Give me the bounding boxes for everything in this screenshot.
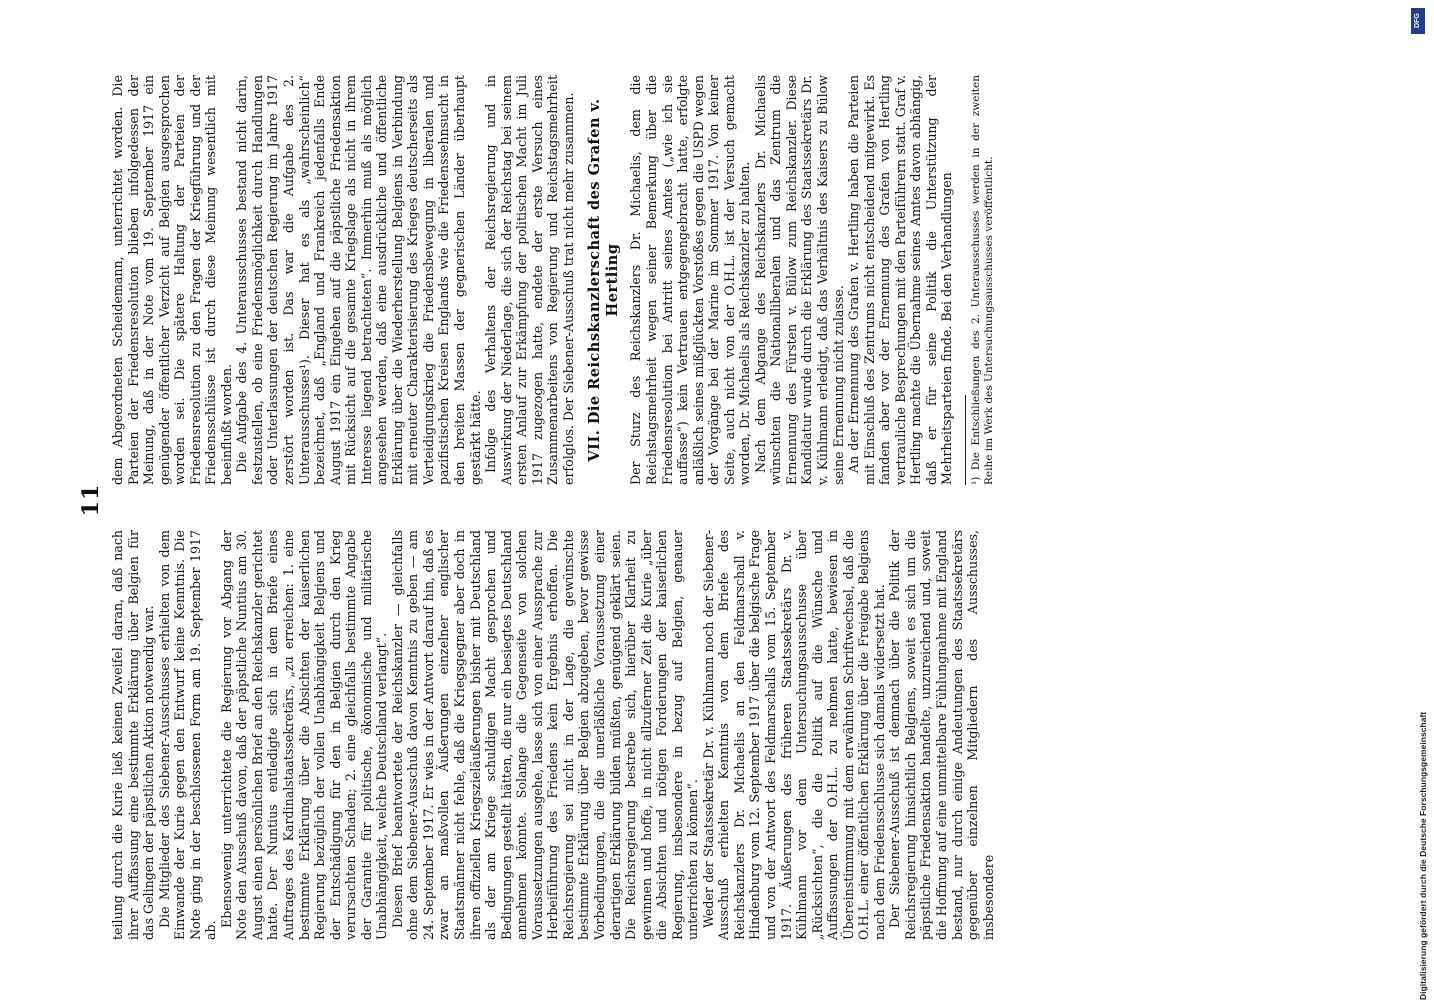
page-body [0,60,1434,940]
paragraph: An der Ernennung des Grafen v. Hertling haben die Parteien mit Einschluß des Zentrums nicht entscheidend mitgewirkt. Es fanden aber vor der Ernennung des Grafen von Hertling vertrauliche Besprechungen mit den Parteiführern statt. Graf v. Hertling machte die Übernahme seines Amtes davon abhängig, daß er für seine Politik die Unterstützung der Mehrheitsparteien finde. Bei den Verhandlungen [846,75,955,485]
right-column [110,75,1290,485]
digitization-attribution: Digitalisierung gefördert durch die Deutsche Forschungsgemeinschaft [1418,711,1428,1000]
paragraph: Die Mitglieder des Siebener-Ausschusses erhielten von dem Einwande der Kurie gegen den Entwurf keine Kenntnis. Die Note ging in der beschlossenen Form am 19. September 1917 ab. [156,530,219,940]
dfg-logo-icon [1411,8,1425,34]
paragraph: Der Sturz des Reichskanzlers Dr. Michaelis, dem die Reichstagsmehrheit wegen seiner Bemerkung über die Friedensresolution bei Antritt seines Amtes („wie ich sie auffasse“) kein Vertrauen entgegengebracht hatte, erfolgte anläßlich seines mißglückten Vorstoßes gegen die USPD wegen der Vorgänge bei der Marine im Sommer 1917. Von keiner Seite, auch nicht von der O.H.L. ist der Versuch gemacht worden, Dr. Michaelis als Reichskanzler zu halten. [628,75,753,485]
page-number: 11 [78,483,104,517]
paragraph: Nach dem Abgange des Reichskanzlers Dr. Michaelis wünschten die Nationalliberalen und das Zentrum die Ernennung des Fürsten v. Bülow zum Reichskanzler. Diese Kandidatur wurde durch die Erklärung des Staatssekretärs Dr. v. Kühlmann erledigt, daß das Verhältnis des Kaisers zu Bülow seine Ernennung nicht zulasse. [752,75,846,485]
section-heading: VII. Die Reichskanzlerschaft des Grafen v. Hertling [586,98,622,462]
paragraph: Der Siebener-Ausschuß ist demnach über die Politik der Reichsregierung hinsichtlich Belgiens, soweit es sich um die päpstliche Friedensaktion handelte, unzureichend und, soweit die Hoffnung auf eine unmittelbare Fühlungnahme mit England bestand, nur durch einige Andeutungen des Staatssekretärs gegenüber einzelnen Mitgliedern des Ausschusses, insbesondere [887,530,996,940]
left-column [110,530,1290,940]
paragraph: Ebensowenig unterrichtete die Regierung vor Abgang der Note den Ausschuß davon, daß der päpstliche Nuntius am 30. August einen persönlichen Brief an den Reichskanzler gerichtet hatte. Der Nuntius entledigte sich in dem Briefe eines Auftrages des Kardinalstaatssekretärs, „zu erreichen: 1. eine bestimmte Erklärung über die Absichten der kaiserlichen Regierung bezüglich der vollen Unabhängigkeit Belgiens und der Entschädigung für den in Belgien durch den Krieg verursachten Schaden; 2. eine gleichfalls bestimmte Angabe der Garantie für politische, ökonomische und militärische Unabhängigkeit, welche Deutschland verlangt“. [218,530,390,940]
footnote: ¹) Die Entschließungen des 2. Unterausschusses werden in der zweiten Reihe im Werk des Untersuchungsausschusses veröffentlicht. [969,75,995,485]
paragraph: Die Aufgabe des 4. Unterausschusses bestand nicht darin, festzustellen, ob eine Friedensmöglichkeit durch Handlungen oder Unterlassungen der deutschen Regierung im Jahre 1917 zerstört worden ist. Das war die Aufgabe des 2. Unterausschusses¹). Dieser hat es als „wahrscheinlich“ bezeichnet, daß „England und Frankreich jedenfalls Ende August 1917 ein Eingehen auf die päpstliche Friedensaktion mit Rücksicht auf die gesamte Kriegslage als nicht in ihrem Interesse liegend betrachteten“. Immerhin muß als möglich angesehen werden, daß eine ausdrückliche und öffentliche Erklärung über die Wiederherstellung Belgiens in Verbindung mit erneuter Charakterisierung des Krieges deutscherseits als Verteidigungskrieg die Friedensbewegung in liberalen und pazifistischen Kreisen Englands wie die Friedenssehnsucht in den breiten Massen der gegnerischen Länder überhaupt gestärkt hätte. [234,75,483,485]
footnote-divider [965,395,966,485]
paragraph: dem Abgeordneten Scheidemann, unterrichtet worden. Die Parteien der Friedensresolution blieben infolgedessen der Meinung, daß in der Note vom 19. September 1917 ein genügender öffentlicher Verzicht auf Belgien ausgesprochen worden sei. Die spätere Haltung der Parteien der Friedensresolution zu den Fragen der Kriegführung und der Friedensschlüsse ist durch diese Meinung wesentlich mit beeinflußt worden. [110,75,234,485]
dfg-logo-label: DFG [1414,13,1421,29]
paragraph: Diesen Brief beantwortete der Reichskanzler — gleichfalls ohne dem Siebener-Ausschuß davon Kenntnis zu geben — am 24. September 1917. Er wies in der Antwort darauf hin, daß es zwar an maßvollen Äußerungen einzelner englischer Staatsmänner nicht fehle, daß die Kriegsgegner aber doch in ihren offiziellen Kriegszieläußerungen bisher mit Deutschland als der am Kriege schuldigen Macht gesprochen und Bedingungen gestellt hätten, die nur ein besiegtes Deutschland annehmen könnte. Solange die Gegenseite von solchen Voraussetzungen ausgehe, lasse sich von einer Aussprache zur Herbeiführung des Friedens kein Ergebnis erhoffen. Die Reichsregierung sei nicht in der Lage, die gewünschte bestimmte Erklärung über Belgien abzugeben, bevor gewisse Vorbedingungen, die die unerläßliche Voraussetzung einer derartigen Erklärung bilden müßten, genügend geklärt seien. Die Reichsregierung bestrebe sich, hierüber Klarheit zu gewinnen und hoffe, in nicht allzuferner Zeit die Kurie „über die Absichten und nötigen Forderungen der kaiserlichen Regierung, insbesondere in bezug auf Belgien, genauer unterrichten zu können“. [389,530,701,940]
paragraph: Weder der Staatssekretär Dr. v. Kühlmann noch der Siebener-Ausschuß erhielten Kenntnis von dem Briefe des Reichskanzlers Dr. Michaelis an den Feldmarschall v. Hindenburg vom 12. September 1917 über die belgische Frage und von der Antwort des Feldmarschalls vom 15. September 1917. Äußerungen des früheren Staatssekretärs Dr. v. Kühlmann vor dem Untersuchungsausschusse über „Rücksichten“, die die Politik auf die Wünsche und Auffassungen der O.H.L. zu nehmen hatte, bewiesen in Übereinstimmung mit dem erwähnten Schriftwechsel, daß die O.H.L. einer öffentlichen Erklärung über die Freigabe Belgiens nach dem Friedensschlusse sich damals widersetzt hat. [700,530,887,940]
paragraph: teilung durch die Kurie ließ keinen Zweifel daran, daß nach ihrer Auffassung eine bestimmte Erklärung über Belgien für das Gelingen der päpstlichen Aktion notwendig war. [110,530,157,940]
paragraph: Infolge des Verhaltens der Reichsregierung und in Auswirkung der Niederlage, die sich der Reichstag bei seinem ersten Anlauf zur Erkämpfung der politischen Macht im Juli 1917 zugezogen hatte, endete der erste Versuch eines Zusammenarbeitens von Regierung und Reichstagsmehrheit erfolglos. Der Siebener-Ausschuß trat nicht mehr zusammen. [483,75,576,485]
